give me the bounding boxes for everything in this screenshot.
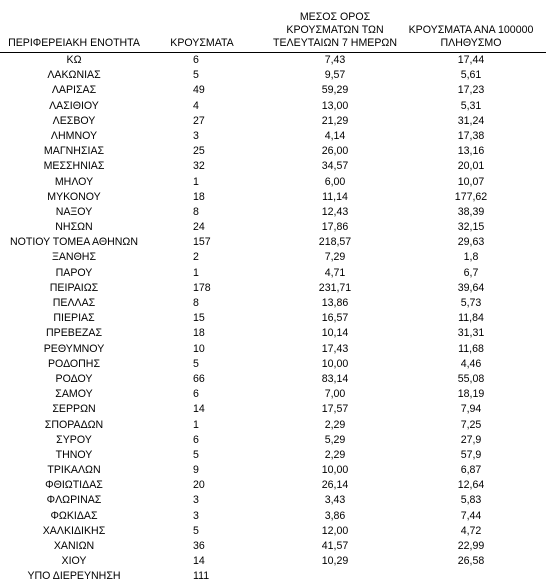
per-100k-cell: 5,31 <box>460 99 482 112</box>
per-100k-cell: 7,94 <box>460 403 482 416</box>
region-cell: ΜΑΓΝΗΣΙΑΣ <box>43 145 105 158</box>
region-cell: ΦΛΩΡΙΝΑΣ <box>46 494 102 507</box>
region-cell: ΡΟΔΟΥ <box>55 372 93 385</box>
cases-cell: 25 <box>193 145 205 158</box>
region-cell: ΠΙΕΡΙΑΣ <box>53 312 95 325</box>
cases-cell: 111 <box>193 570 210 583</box>
per-100k-cell: 4,72 <box>460 524 482 537</box>
per-100k-cell: 6,87 <box>460 464 482 477</box>
cases-cell: 1 <box>193 418 199 431</box>
cases-cell: 36 <box>193 540 205 552</box>
cases-cell: 6 <box>193 54 199 66</box>
avg-7day-cell: 7,43 <box>324 54 346 66</box>
header-cases-per-100k: ΚΡΟΥΣΜΑΤΑ ΑΝΑ 100000 ΠΛΗΘΥΣΜΟ <box>408 24 534 49</box>
region-cell: ΥΠΟ ΔΙΕΡΕΥΝΗΣΗ <box>27 570 121 583</box>
cases-cell: 5 <box>193 448 199 461</box>
per-100k-cell: 31,31 <box>457 327 485 340</box>
region-cell: ΣΠΟΡΑΔΩΝ <box>44 418 104 431</box>
cases-cell: 3 <box>193 129 199 142</box>
per-100k-cell: 5,73 <box>460 297 482 309</box>
table-row <box>0 296 546 311</box>
region-cell: ΞΑΝΘΗΣ <box>51 251 97 264</box>
avg-7day-cell: 2,29 <box>324 448 346 461</box>
region-cell: ΣΥΡΟΥ <box>56 433 92 446</box>
region-cell: ΡΕΘΥΜΝΟΥ <box>43 342 105 355</box>
table-row <box>0 159 546 174</box>
avg-7day-cell: 59,29 <box>321 84 349 97</box>
table-row <box>0 205 546 220</box>
avg-7day-cell: 231,71 <box>318 281 352 294</box>
table-row <box>0 53 546 68</box>
table-row <box>0 326 546 341</box>
region-cell: ΛΑΚΩΝΙΑΣ <box>47 69 101 82</box>
per-100k-cell: 1,8 <box>463 251 479 264</box>
table-row <box>0 311 546 326</box>
cases-cell: 5 <box>193 357 199 370</box>
avg-7day-cell: 7,00 <box>324 388 346 401</box>
region-cell: ΣΕΡΡΩΝ <box>52 403 96 416</box>
table-row <box>0 402 546 417</box>
avg-7day-cell: 10,00 <box>321 357 349 370</box>
per-100k-cell: 57,9 <box>460 448 482 461</box>
avg-7day-cell: 5,29 <box>324 433 346 446</box>
avg-7day-cell: 7,29 <box>324 251 346 264</box>
table-row <box>0 418 546 433</box>
table-row <box>0 235 546 250</box>
table-row <box>0 554 546 569</box>
region-cell: ΡΟΔΟΠΗΣ <box>47 357 101 370</box>
per-100k-cell: 29,63 <box>457 236 485 249</box>
per-100k-cell: 11,84 <box>458 312 484 325</box>
header-7day-average: ΜΕΣΟΣ ΟΡΟΣ ΚΡΟΥΣΜΑΤΩΝ ΤΩΝ ΤΕΛΕΥΤΑΙΩΝ 7 ΗΜΕΡΩΝ <box>273 11 397 49</box>
cases-cell: 8 <box>193 297 199 309</box>
per-100k-cell: 5,83 <box>460 494 482 507</box>
region-cell: ΧΑΝΙΩΝ <box>53 540 95 552</box>
avg-7day-cell: 83,14 <box>321 372 349 385</box>
avg-7day-cell: 2,29 <box>324 418 346 431</box>
table-row <box>0 250 546 265</box>
region-cell: ΣΑΜΟΥ <box>55 388 93 401</box>
avg-7day-cell: 26,14 <box>321 479 349 492</box>
per-100k-cell: 17,23 <box>457 84 485 97</box>
per-100k-cell: 18,19 <box>457 388 485 401</box>
table-row <box>0 493 546 508</box>
region-cell: ΠΑΡΟΥ <box>55 266 93 279</box>
cases-cell: 10 <box>193 342 205 355</box>
avg-7day-cell: 17,43 <box>321 342 349 355</box>
region-cell: ΦΘΙΩΤΙΔΑΣ <box>45 479 103 492</box>
table-row <box>0 509 546 524</box>
cases-cell: 8 <box>193 205 199 218</box>
cases-cell: 18 <box>193 327 205 340</box>
avg-7day-cell: 13,86 <box>321 297 349 309</box>
table-row <box>0 463 546 478</box>
cases-cell: 14 <box>193 403 205 416</box>
table-row <box>0 387 546 402</box>
per-100k-cell: 4,46 <box>460 357 482 370</box>
table-row <box>0 372 546 387</box>
cases-cell: 157 <box>193 236 211 249</box>
avg-7day-cell: 17,57 <box>321 403 349 416</box>
per-100k-cell: 5,61 <box>460 69 482 82</box>
cases-cell: 14 <box>193 555 205 568</box>
avg-7day-cell: 34,57 <box>321 160 349 173</box>
region-cell: ΤΗΝΟΥ <box>55 448 93 461</box>
region-cell: ΧΙΟΥ <box>61 555 87 568</box>
table-row <box>0 524 546 539</box>
table-row <box>0 569 546 584</box>
header-cases: ΚΡΟΥΣΜΑΤΑ <box>170 37 234 49</box>
per-100k-cell: 20,01 <box>457 160 485 173</box>
region-cell: ΝΗΣΩΝ <box>55 221 93 234</box>
avg-7day-cell: 11,14 <box>322 190 348 203</box>
avg-7day-cell: 6,00 <box>324 175 346 188</box>
region-cell: ΛΑΡΙΣΑΣ <box>51 84 97 97</box>
avg-7day-cell: 9,57 <box>324 69 346 82</box>
region-cell: ΛΗΜΝΟΥ <box>50 129 98 142</box>
region-cell: ΧΑΛΚΙΔΙΚΗΣ <box>42 524 106 537</box>
per-100k-cell: 177,62 <box>454 190 488 203</box>
cases-cell: 15 <box>193 312 205 325</box>
cases-cell: 1 <box>193 266 199 279</box>
region-cell: ΝΟΤΙΟΥ ΤΟΜΕΑ ΑΘΗΝΩΝ <box>9 236 139 249</box>
table-row <box>0 342 546 357</box>
avg-7day-cell: 17,86 <box>321 221 349 234</box>
avg-7day-cell: 4,14 <box>324 129 346 142</box>
region-cell: ΠΕΙΡΑΙΩΣ <box>49 281 99 294</box>
per-100k-cell: 27,9 <box>460 433 482 446</box>
cases-cell: 5 <box>193 69 199 82</box>
cases-cell: 3 <box>193 509 199 522</box>
avg-7day-cell: 16,57 <box>321 312 349 325</box>
per-100k-cell: 22,99 <box>457 540 485 552</box>
per-100k-cell: 17,38 <box>457 129 485 142</box>
cases-cell: 49 <box>193 84 205 97</box>
cases-cell: 9 <box>193 464 199 477</box>
avg-7day-cell: 10,29 <box>321 555 349 568</box>
per-100k-cell: 13,16 <box>457 145 485 158</box>
per-100k-cell: 7,25 <box>460 418 482 431</box>
per-100k-cell: 26,58 <box>457 555 485 568</box>
region-cell: ΠΕΛΛΑΣ <box>52 297 96 309</box>
table-row <box>0 68 546 83</box>
cases-cell: 2 <box>193 251 199 264</box>
table-row <box>0 144 546 159</box>
table-row <box>0 83 546 98</box>
per-100k-cell: 32,15 <box>457 221 485 234</box>
avg-7day-cell: 3,43 <box>324 494 346 507</box>
region-cell: ΠΡΕΒΕΖΑΣ <box>46 327 102 340</box>
avg-7day-cell: 10,14 <box>321 327 349 340</box>
per-100k-cell: 10,07 <box>457 175 485 188</box>
per-100k-cell: 38,39 <box>457 205 485 218</box>
cases-cell: 24 <box>193 221 205 234</box>
cases-cell: 6 <box>193 388 199 401</box>
cases-cell: 4 <box>193 99 199 112</box>
per-100k-cell: 55,08 <box>457 372 485 385</box>
cases-cell: 20 <box>193 479 205 492</box>
table-row <box>0 266 546 281</box>
per-100k-cell: 11,68 <box>458 342 484 355</box>
per-100k-cell: 6,7 <box>463 266 479 279</box>
table-row <box>0 281 546 296</box>
region-cell: ΚΩ <box>66 54 82 66</box>
region-cell: ΜΥΚΟΝΟΥ <box>47 190 101 203</box>
table-row <box>0 220 546 235</box>
avg-7day-cell: 4,71 <box>324 266 346 279</box>
cases-table <box>0 52 546 585</box>
avg-7day-cell: 10,00 <box>321 464 349 477</box>
avg-7day-cell: 26,00 <box>321 145 349 158</box>
per-100k-cell: 17,44 <box>457 54 485 66</box>
avg-7day-cell: 21,29 <box>321 114 349 127</box>
table-row <box>0 129 546 144</box>
cases-cell: 1 <box>193 175 199 188</box>
region-cell: ΜΕΣΣΗΝΙΑΣ <box>43 160 105 173</box>
table-row <box>0 114 546 129</box>
avg-7day-cell: 3,86 <box>324 509 346 522</box>
per-100k-cell: 7,44 <box>460 509 482 522</box>
cases-cell: 5 <box>193 524 199 537</box>
avg-7day-cell: 12,00 <box>321 524 349 537</box>
cases-cell: 18 <box>193 190 205 203</box>
cases-cell: 6 <box>193 433 199 446</box>
cases-cell: 3 <box>193 494 199 507</box>
per-100k-cell: 12,64 <box>457 479 485 492</box>
region-cell: ΝΑΞΟΥ <box>55 205 93 218</box>
table-header <box>0 0 546 52</box>
header-region: ΠΕΡΙΦΕΡΕΙΑΚΗ ΕΝΟΤΗΤΑ <box>8 37 140 49</box>
table-row <box>0 175 546 190</box>
region-cell: ΦΩΚΙΔΑΣ <box>50 509 98 522</box>
table-row <box>0 99 546 114</box>
table-row <box>0 448 546 463</box>
per-100k-cell: 39,64 <box>457 281 485 294</box>
table-row <box>0 433 546 448</box>
avg-7day-cell: 12,43 <box>321 205 349 218</box>
region-cell: ΛΕΣΒΟΥ <box>52 114 96 127</box>
avg-7day-cell: 218,57 <box>318 236 352 249</box>
region-cell: ΛΑΣΙΘΙΟΥ <box>49 99 99 112</box>
table-row <box>0 539 546 554</box>
region-cell: ΜΗΛΟΥ <box>54 175 94 188</box>
table-row <box>0 190 546 205</box>
table-row <box>0 478 546 493</box>
region-cell: ΤΡΙΚΑΛΩΝ <box>47 464 101 477</box>
cases-cell: 27 <box>193 114 205 127</box>
cases-cell: 32 <box>193 160 205 173</box>
cases-cell: 66 <box>193 372 205 385</box>
cases-cell: 178 <box>193 281 211 294</box>
table-row <box>0 357 546 372</box>
avg-7day-cell: 13,00 <box>321 99 349 112</box>
per-100k-cell: 31,24 <box>457 114 485 127</box>
avg-7day-cell: 41,57 <box>321 540 349 552</box>
